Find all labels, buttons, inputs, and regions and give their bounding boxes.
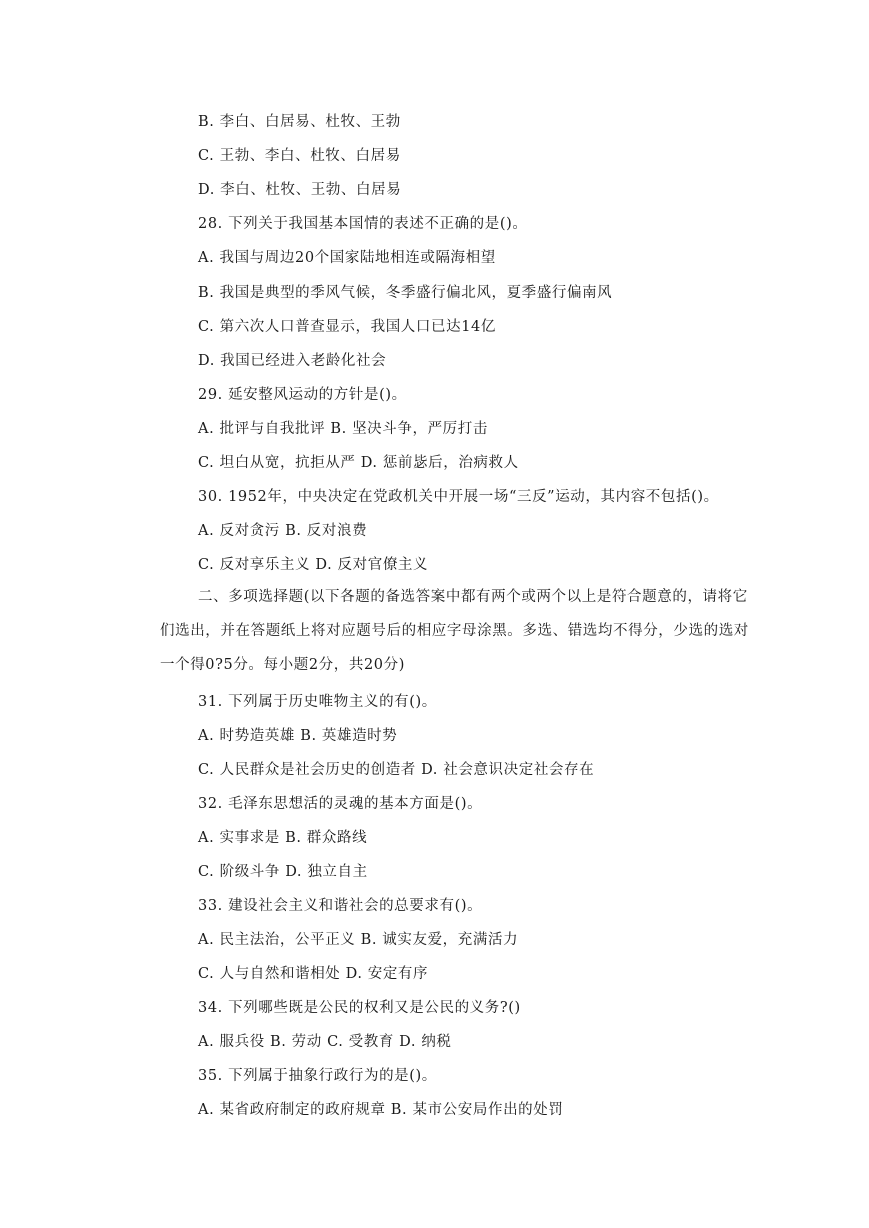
options-q34: A. 服兵役 B. 劳动 C. 受教育 D. 纳税 — [198, 1034, 452, 1050]
section-2-instructions: 二、多项选择题(以下各题的备选答案中都有两个或两个以上是符合题意的，请将它们选出，并在答题纸上将对应题号后的相应字母涂黑。多选、错选均不得分，少选的选对一个得0?5分。每小题2分，共20分) — [160, 589, 749, 673]
options-ab-q30: A. 反对贪污 B. 反对浪费 — [198, 523, 368, 539]
question-30: 30. 1952年，中央决定在党政机关中开展一场“三反”运动，其内容不包括()。 — [198, 489, 719, 505]
question-29: 29. 延安整风运动的方针是()。 — [198, 387, 407, 403]
question-28: 28. 下列关于我国基本国情的表述不正确的是()。 — [198, 216, 528, 232]
options-cd-q30: C. 反对享乐主义 D. 反对官僚主义 — [198, 557, 429, 573]
options-cd-q29: C. 坦白从宽，抗拒从严 D. 惩前毖后，治病救人 — [198, 455, 519, 471]
question-34: 34. 下列哪些既是公民的权利又是公民的义务?() — [198, 1000, 521, 1016]
option-b-q27: B. 李白、白居易、杜牧、王勃 — [198, 114, 401, 130]
option-d-q27: D. 李白、杜牧、王勃、白居易 — [198, 182, 402, 198]
options-ab-q31: A. 时势造英雄 B. 英雄造时势 — [198, 728, 398, 744]
options-cd-q31: C. 人民群众是社会历史的创造者 D. 社会意识决定社会存在 — [198, 762, 595, 778]
option-b-q28: B. 我国是典型的季风气候，冬季盛行偏北风，夏季盛行偏南风 — [198, 285, 613, 301]
option-d-q28: D. 我国已经进入老龄化社会 — [198, 353, 387, 369]
option-a-q28: A. 我国与周边20个国家陆地相连或隔海相望 — [198, 250, 496, 266]
options-ab-q29: A. 批评与自我批评 B. 坚决斗争，严厉打击 — [198, 421, 488, 437]
options-ab-q33: A. 民主法治，公平正义 B. 诚实友爱，充满活力 — [198, 932, 519, 948]
options-cd-q33: C. 人与自然和谐相处 D. 安定有序 — [198, 966, 429, 982]
option-c-q27: C. 王勃、李白、杜牧、白居易 — [198, 148, 401, 164]
question-32: 32. 毛泽东思想活的灵魂的基本方面是()。 — [198, 796, 483, 812]
question-31: 31. 下列属于历史唯物主义的有()。 — [198, 694, 437, 710]
question-33: 33. 建设社会主义和谐社会的总要求有()。 — [198, 898, 483, 914]
option-c-q28: C. 第六次人口普查显示，我国人口已达14亿 — [198, 319, 496, 335]
options-ab-q32: A. 实事求是 B. 群众路线 — [198, 830, 368, 846]
question-35: 35. 下列属于抽象行政行为的是()。 — [198, 1068, 437, 1084]
options-ab-q35: A. 某省政府制定的政府规章 B. 某市公安局作出的处罚 — [198, 1102, 564, 1118]
options-cd-q32: C. 阶级斗争 D. 独立自主 — [198, 864, 368, 880]
